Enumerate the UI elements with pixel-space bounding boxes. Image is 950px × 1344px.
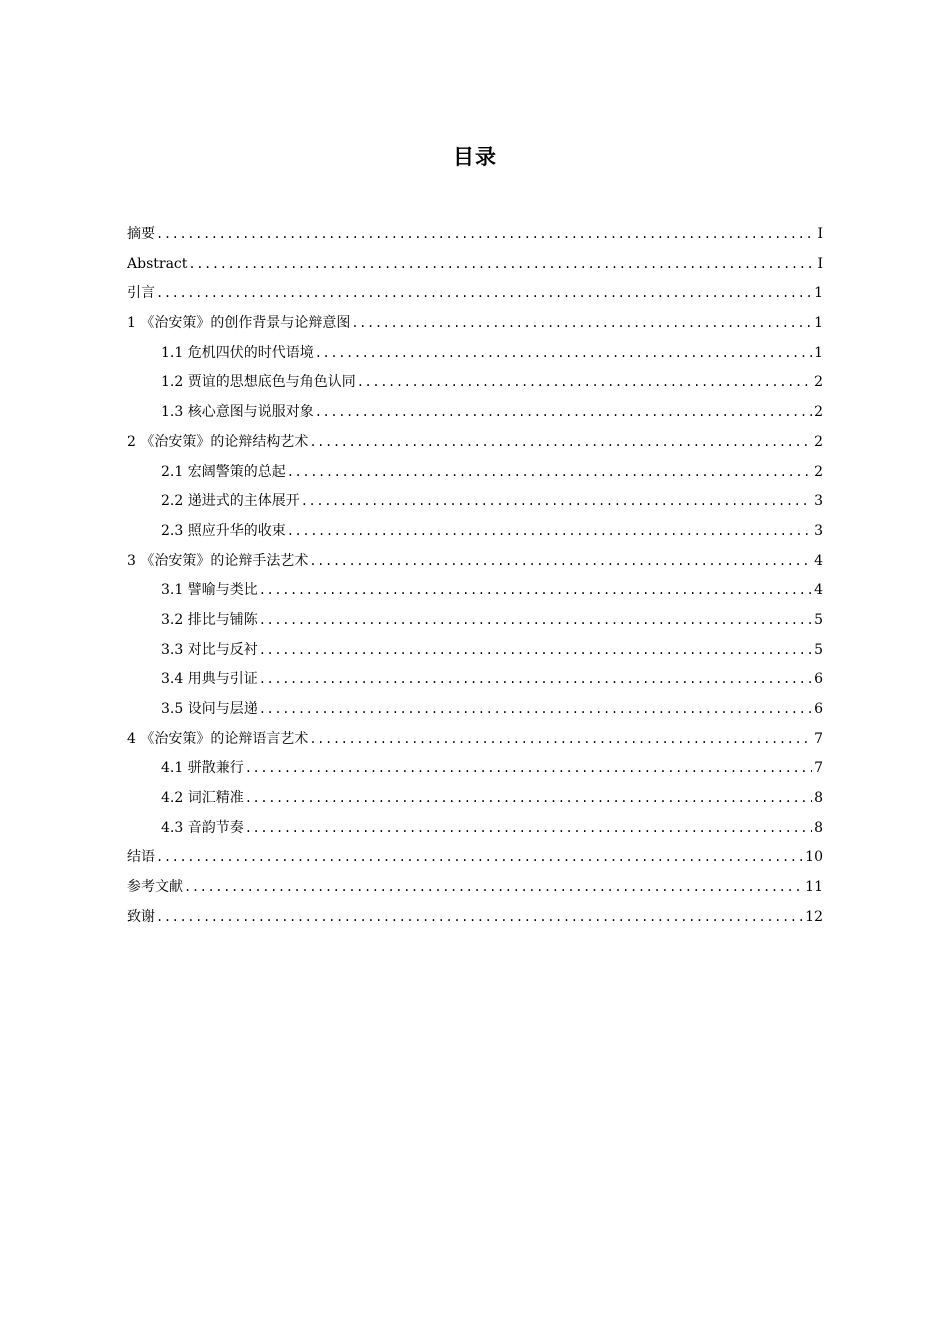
toc-entry-page-number: 11	[805, 879, 823, 896]
toc-entry-label: 1.1 危机四伏的时代语境	[161, 344, 314, 361]
toc-dot-leader	[156, 220, 815, 250]
toc-entry[interactable]	[127, 903, 823, 933]
toc-dot-leader	[245, 814, 812, 844]
toc-entry-label: 3.3 对比与反衬	[161, 641, 258, 658]
toc-dot-leader	[259, 695, 812, 725]
toc-entry-label: 4 《治安策》的论辩语言艺术	[127, 730, 309, 747]
toc-entry-label: 4.1 骈散兼行	[161, 760, 244, 777]
toc-dot-leader	[309, 547, 812, 577]
toc-entry-page-number: 2	[814, 404, 823, 421]
toc-entry-page-number: 1	[814, 315, 823, 332]
toc-entry[interactable]	[127, 814, 823, 844]
toc-entry-page-number: 4	[814, 552, 823, 569]
toc-entry-page-number: 1	[814, 344, 823, 361]
toc-entry-page-number: 7	[814, 760, 823, 777]
toc-entry[interactable]	[127, 754, 823, 784]
toc-dot-leader	[315, 339, 812, 369]
toc-entry[interactable]	[127, 309, 823, 339]
toc-dot-leader	[184, 873, 803, 903]
toc-entry-page-number: 2	[814, 433, 823, 450]
toc-dot-leader	[351, 309, 812, 339]
toc-entry[interactable]	[127, 873, 823, 903]
toc-entry-label: 2 《治安策》的论辩结构艺术	[127, 433, 309, 450]
toc-entry[interactable]	[127, 636, 823, 666]
toc-entry[interactable]	[127, 547, 823, 577]
toc-entry[interactable]	[127, 458, 823, 488]
toc-entry-label: 3.2 排比与铺陈	[161, 611, 258, 628]
toc-dot-leader	[309, 725, 812, 755]
toc-dot-leader	[259, 636, 812, 666]
toc-entry-label: 2.2 递进式的主体展开	[161, 493, 300, 510]
toc-entry-label: 参考文献	[127, 879, 183, 896]
toc-entry-page-number: 5	[814, 641, 823, 658]
toc-entry-label: 1.2 贾谊的思想底色与角色认同	[161, 374, 356, 391]
toc-entry-label: 4.3 音韵节奏	[161, 819, 244, 836]
toc-entry[interactable]	[127, 279, 823, 309]
toc-entry-label: 引言	[127, 285, 155, 302]
toc-entry[interactable]	[127, 665, 823, 695]
toc-entry-page-number: 6	[814, 671, 823, 688]
toc-entry-page-number: I	[817, 226, 823, 242]
toc-entry[interactable]	[127, 368, 823, 398]
toc-dot-leader	[259, 576, 812, 606]
toc-entry-page-number: 8	[814, 819, 823, 836]
toc-entry-label: 结语	[127, 849, 155, 866]
toc-dot-leader	[245, 754, 812, 784]
toc-entry-label: 1.3 核心意图与说服对象	[161, 404, 314, 421]
toc-entry-page-number: 5	[814, 611, 823, 628]
toc-dot-leader	[301, 487, 812, 517]
toc-entry-page-number: 7	[814, 730, 823, 747]
toc-entry[interactable]	[127, 398, 823, 428]
toc-entry[interactable]	[127, 784, 823, 814]
toc-entry-label: 3.5 设问与层递	[161, 701, 258, 717]
toc-entry-page-number: 4	[814, 582, 823, 599]
toc-entry-label: 3.1 譬喻与类比	[161, 582, 258, 599]
toc-entry-label: Abstract	[127, 255, 188, 272]
toc-entry-page-number: 10	[805, 849, 823, 866]
toc-entry[interactable]	[127, 220, 823, 250]
toc-dot-leader	[156, 843, 803, 873]
toc-entry-page-number: 3	[814, 493, 823, 510]
toc-entry-page-number: 12	[805, 908, 823, 925]
table-of-contents	[127, 220, 823, 933]
toc-entry-page-number: 3	[814, 522, 823, 539]
toc-entry[interactable]	[127, 517, 823, 547]
toc-entry-page-number: 6	[814, 701, 823, 717]
toc-dot-leader	[245, 784, 812, 814]
toc-entry-page-number: 8	[814, 790, 823, 807]
toc-entry-page-number: 2	[814, 374, 823, 391]
toc-dot-leader	[259, 665, 812, 695]
toc-entry-page-number: 2	[814, 463, 823, 480]
toc-entry-label: 摘要	[127, 226, 155, 242]
toc-entry-label: 1 《治安策》的创作背景与论辩意图	[127, 315, 351, 332]
toc-entry[interactable]	[127, 250, 823, 280]
toc-dot-leader	[156, 279, 812, 309]
toc-entry[interactable]	[127, 725, 823, 755]
toc-dot-leader	[287, 458, 812, 488]
toc-dot-leader	[287, 517, 812, 547]
toc-entry[interactable]	[127, 428, 823, 458]
toc-entry-label: 2.1 宏阔警策的总起	[161, 463, 286, 480]
toc-dot-leader	[315, 398, 812, 428]
toc-entry[interactable]	[127, 339, 823, 369]
toc-dot-leader	[188, 250, 815, 280]
toc-entry-label: 致谢	[127, 908, 155, 925]
toc-dot-leader	[309, 428, 812, 458]
toc-entry-label: 3 《治安策》的论辩手法艺术	[127, 552, 309, 569]
toc-entry[interactable]	[127, 576, 823, 606]
toc-entry[interactable]	[127, 606, 823, 636]
toc-dot-leader	[156, 903, 803, 933]
toc-entry-label: 4.2 词汇精准	[161, 790, 244, 807]
page-title: 目录	[453, 145, 497, 169]
toc-entry[interactable]	[127, 843, 823, 873]
toc-entry[interactable]	[127, 695, 823, 725]
toc-entry-label: 3.4 用典与引证	[161, 671, 258, 688]
toc-entry[interactable]	[127, 487, 823, 517]
toc-dot-leader	[259, 606, 812, 636]
toc-entry-page-number: I	[817, 255, 823, 272]
toc-entry-label: 2.3 照应升华的收束	[161, 522, 286, 539]
toc-entry-page-number: 1	[814, 285, 823, 302]
toc-dot-leader	[357, 368, 812, 398]
